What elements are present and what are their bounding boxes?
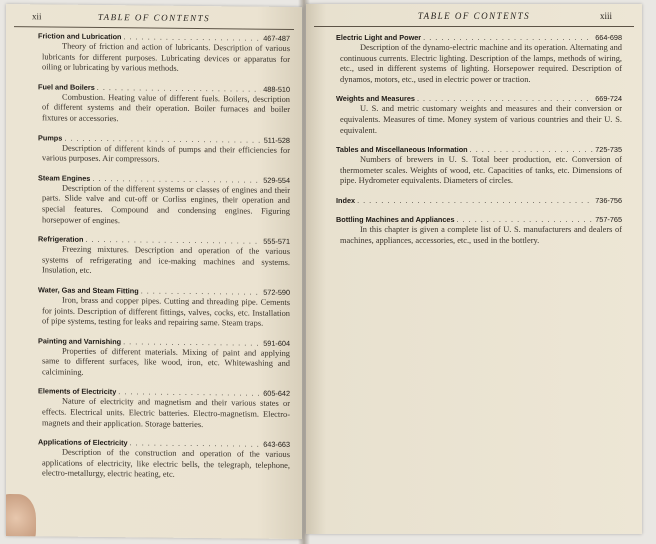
toc-entry-pages: 669-724 bbox=[595, 94, 622, 104]
dot-leader bbox=[357, 196, 593, 206]
toc-entry bbox=[336, 145, 622, 187]
toc-entry-description: Theory of friction and action of lubricants. Description of various lubricants for different purposes. Lubricating devices or apparatus for oiling or lubricating by various methods. bbox=[42, 41, 290, 73]
toc-entry-title: Electric Light and Power bbox=[336, 33, 422, 42]
toc-entry-title: Painting and Varnishing bbox=[38, 336, 122, 346]
toc-entry-description: Freezing mixtures. Description and operation of the various systems of refrigerating and ice-making machines and systems. Insulation, etc. bbox=[42, 244, 290, 276]
toc-entry-pages: 572-590 bbox=[263, 287, 290, 297]
toc-entry-pages: 757-765 bbox=[595, 214, 622, 224]
toc-entry bbox=[38, 336, 290, 380]
toc-entry-description: Description of different kinds of pumps and their efficiencies for various purposes. Air compressors. bbox=[42, 143, 290, 164]
toc-entry-pages: 555-571 bbox=[263, 236, 290, 247]
toc-entry-title: Pumps bbox=[38, 132, 63, 143]
dot-leader bbox=[470, 145, 594, 155]
toc-entry-description: Numbers of brewers in U. S. Total beer production, etc. Conversion of thermometer scales. Weights of wood, etc. Capacities of tanks, etc. Dimensions of pipe. Hydrometer equivalents. Diameters of circles. bbox=[340, 155, 622, 186]
dot-leader bbox=[417, 94, 593, 104]
toc-entry-heading bbox=[336, 33, 622, 43]
toc-entry-description: Properties of different materials. Mixing of paint and applying same to different surfaces, like wood, iron, etc. Whitewashing and calcimining. bbox=[42, 346, 290, 377]
toc-entry-title: Steam Engines bbox=[38, 173, 91, 183]
toc-entry-title: Water, Gas and Steam Fitting bbox=[38, 285, 139, 296]
right-page bbox=[306, 4, 642, 534]
toc-entry-pages: 605-642 bbox=[263, 389, 290, 399]
toc-entry-title: Bottling Machines and Appliances bbox=[336, 214, 455, 224]
toc-entry-heading bbox=[336, 145, 622, 155]
toc-entry bbox=[38, 387, 290, 431]
toc-entry-description: Iron, brass and copper pipes. Cutting and threading pipe. Cements for joints. Description of different fittings, valves, cocks, etc. Installation of pipe systems, testing for leaks and repairing same. Steam traps. bbox=[42, 295, 290, 328]
toc-entry-description: Description of the different systems or classes of engines and their parts. Slide valve and cut-off or Corliss engines, their operation and special features. Compound and condensing engines. Figuring horsepower of engines. bbox=[42, 183, 290, 225]
thumb bbox=[6, 494, 36, 539]
toc-entry-heading bbox=[336, 196, 622, 206]
toc-entry-heading bbox=[336, 215, 622, 225]
page-number: xii bbox=[32, 11, 42, 22]
running-head-title: TABLE OF CONTENTS bbox=[417, 11, 531, 21]
toc-entry-pages: 736-756 bbox=[595, 195, 622, 205]
toc-entry-title: Friction and Lubrication bbox=[38, 31, 122, 42]
toc-entry bbox=[38, 234, 290, 278]
toc-entry-pages: 643-663 bbox=[263, 439, 290, 450]
toc-entry bbox=[336, 94, 622, 136]
toc-list bbox=[306, 27, 642, 246]
toc-entry bbox=[38, 438, 290, 482]
toc-entry-heading bbox=[336, 94, 622, 104]
toc-entry bbox=[38, 82, 290, 126]
toc-entry-title: Tables and Miscellaneous Information bbox=[336, 145, 468, 155]
toc-entry bbox=[336, 196, 622, 206]
dot-leader bbox=[423, 33, 593, 43]
running-header bbox=[306, 4, 642, 26]
toc-entry-title: Weights and Measures bbox=[336, 94, 415, 104]
toc-entry-description: Description of the dynamo-electric machine and its operation. Alternating and continuous currents. Electric lighting. Description of the lamps, methods of wiring, etc., used in different systems of lighting. Horsepower required. Description of dynamos, motors, etc., used in electric power or traction. bbox=[340, 43, 622, 84]
toc-entry-title: Elements of Electricity bbox=[38, 386, 117, 397]
toc-list bbox=[6, 27, 302, 482]
toc-entry-title: Index bbox=[336, 195, 356, 205]
toc-entry bbox=[38, 133, 290, 167]
toc-entry bbox=[336, 33, 622, 85]
dot-leader bbox=[457, 215, 594, 225]
toc-entry-pages: 529-554 bbox=[263, 175, 290, 185]
toc-entry bbox=[38, 173, 290, 228]
toc-entry bbox=[336, 215, 622, 246]
toc-entry-title: Fuel and Boilers bbox=[38, 82, 95, 92]
toc-entry-pages: 591-604 bbox=[263, 338, 290, 348]
toc-entry-description: U. S. and metric customary weights and measures and their conversion or equivalents. Measures of time. Money system of various countries and their U. S. equivalent. bbox=[340, 104, 622, 135]
toc-entry-description: Nature of electricity and magnetism and their various states or effects. Electrical units. Electric batteries. Electro-magnetism. Electro-magnets and their application. Storage batteries. bbox=[42, 397, 290, 429]
toc-entry-pages: 725-735 bbox=[595, 145, 622, 155]
toc-entry-description: Combustion. Heating value of different fuels. Boilers, description of different systems and their operation. Boiler furnaces and boiler fixtures or accessories. bbox=[42, 92, 290, 124]
toc-entry-title: Applications of Electricity bbox=[38, 437, 128, 448]
toc-entry-pages: 664-698 bbox=[595, 33, 622, 42]
running-head-title: TABLE OF CONTENTS bbox=[97, 11, 211, 24]
toc-entry-pages: 467-487 bbox=[263, 33, 290, 43]
left-page bbox=[6, 4, 302, 539]
page-number: xiii bbox=[599, 11, 612, 21]
toc-entry-description: In this chapter is given a complete list of U. S. manufacturers and dealers of machines, appliances, accessories, etc., used in the bottlery. bbox=[340, 224, 622, 245]
running-header bbox=[6, 4, 302, 29]
toc-entry bbox=[38, 285, 290, 329]
toc-entry-description: Description of the construction and operation of the various applications of electricity, like electric bells, the telegraph, telephone, electro-metallurgy, electric heating, etc. bbox=[42, 447, 290, 480]
toc-entry-pages: 511-528 bbox=[263, 135, 290, 145]
toc-entry-pages: 488-510 bbox=[263, 84, 290, 94]
toc-entry bbox=[38, 31, 290, 75]
toc-entry-title: Refrigeration bbox=[38, 234, 84, 244]
